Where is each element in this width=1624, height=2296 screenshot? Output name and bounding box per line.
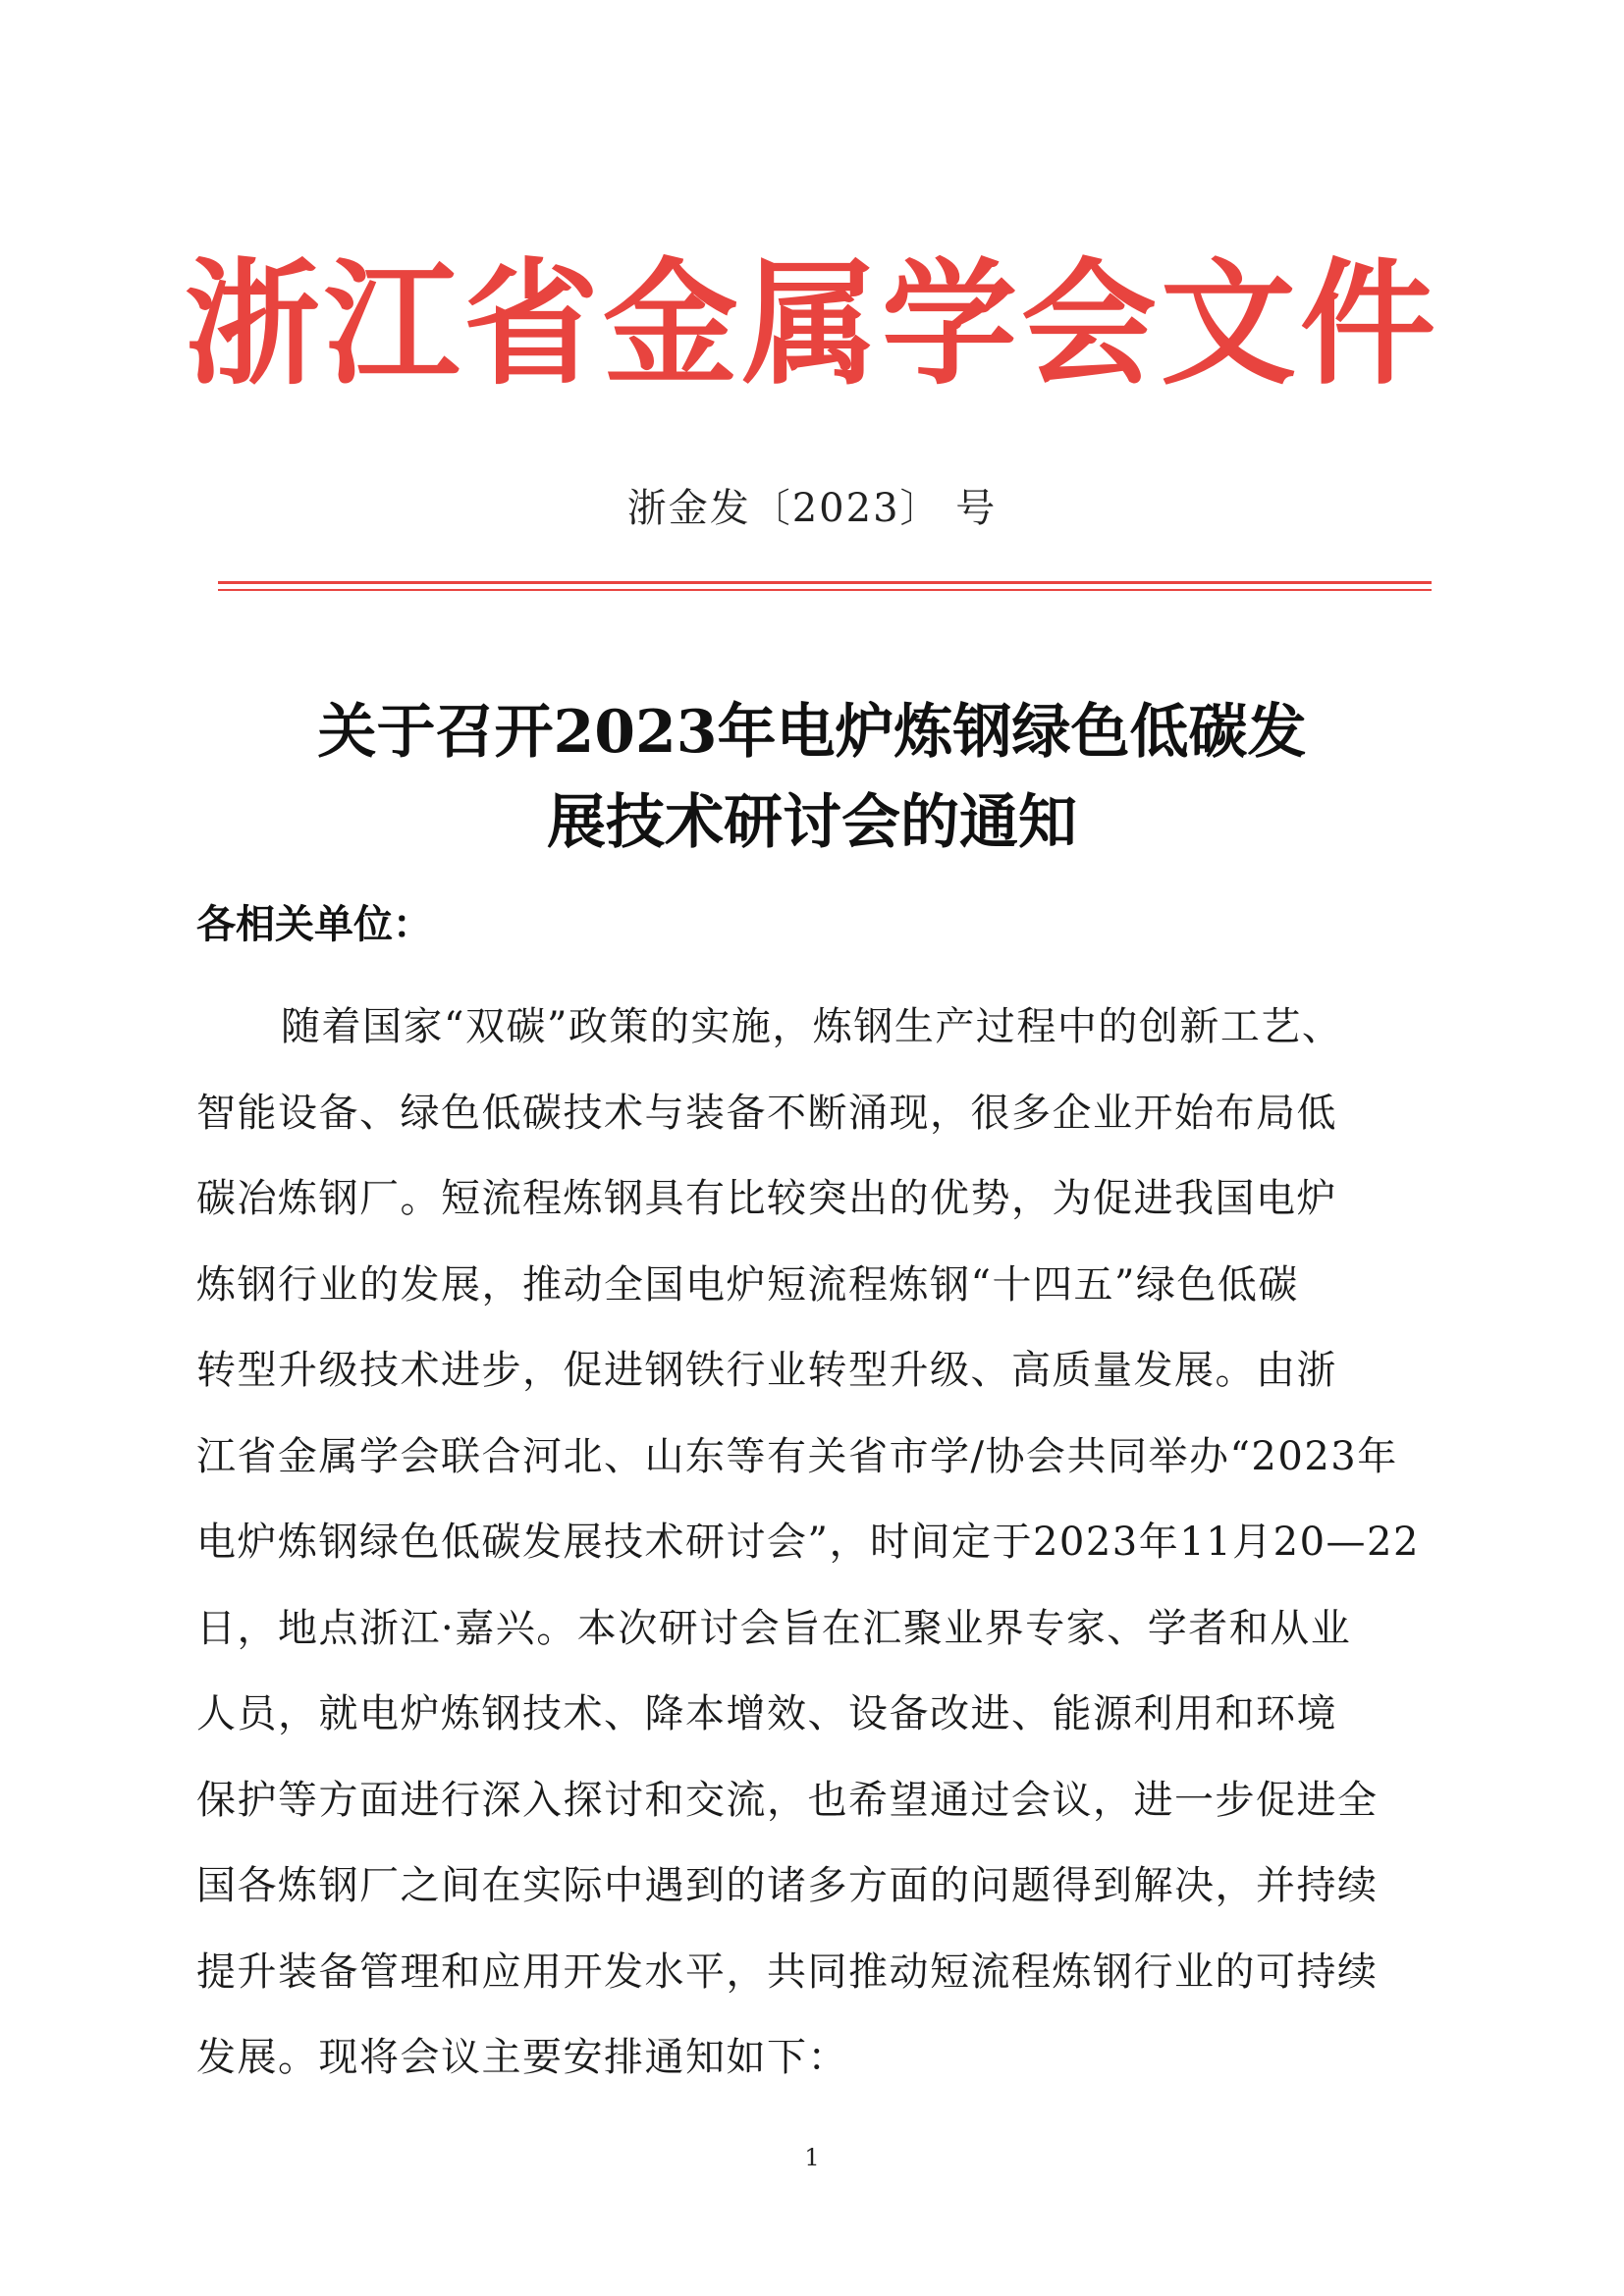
- masthead-title: 浙江省金属学会文件: [184, 243, 1439, 403]
- notice-title-line-2: 展技术研讨会的通知: [547, 788, 1077, 857]
- notice-body: [196, 985, 1434, 2102]
- body-line: 电炉炼钢绿色低碳发展技术研讨会”，时间定于2023年11月20—22: [196, 1520, 1420, 1565]
- body-line: 智能设备、绿色低碳技术与装备不断涌现，很多企业开始布局低: [196, 1090, 1337, 1136]
- notice-title: [196, 687, 1428, 868]
- body-line: 炼钢行业的发展，推动全国电炉短流程炼钢“十四五”绿色低碳: [196, 1261, 1299, 1308]
- salutation: 各相关单位：: [196, 901, 432, 947]
- body-line: 保护等方面进行深入探讨和交流，也希望通过会议，进一步促进全: [196, 1777, 1379, 1823]
- red-divider-line-thin: [218, 589, 1432, 591]
- document-number: 浙金发〔2023〕 号: [626, 486, 998, 531]
- body-line: 日，地点浙江·嘉兴。本次研讨会旨在汇聚业界专家、学者和从业: [196, 1605, 1352, 1651]
- page-number: 1: [804, 2144, 820, 2171]
- body-line: 随着国家“双碳”政策的实施，炼钢生产过程中的创新工艺、: [281, 1004, 1343, 1049]
- body-line: 提升装备管理和应用开发水平，共同推动短流程炼钢行业的可持续: [196, 1949, 1379, 1995]
- body-line: 国各炼钢厂之间在实际中遇到的诸多方面的问题得到解决，并持续: [196, 1863, 1379, 1908]
- body-line: 发展。现将会议主要安排通知如下：: [196, 2035, 848, 2080]
- notice-title-line-1: 关于召开2023年电炉炼钢绿色低碳发: [317, 698, 1307, 767]
- red-divider-line: [218, 581, 1432, 584]
- body-line: 碳冶炼钢厂。短流程炼钢具有比较突出的优势，为促进我国电炉: [196, 1176, 1337, 1221]
- body-line: 江省金属学会联合河北、山东等有关省市学/协会共同举办“2023年: [196, 1433, 1398, 1479]
- body-line: 转型升级技术进步，促进钢铁行业转型升级、高质量发展。由浙: [196, 1348, 1337, 1393]
- body-line: 人员，就电炉炼钢技术、降本增效、设备改进、能源利用和环境: [196, 1691, 1337, 1736]
